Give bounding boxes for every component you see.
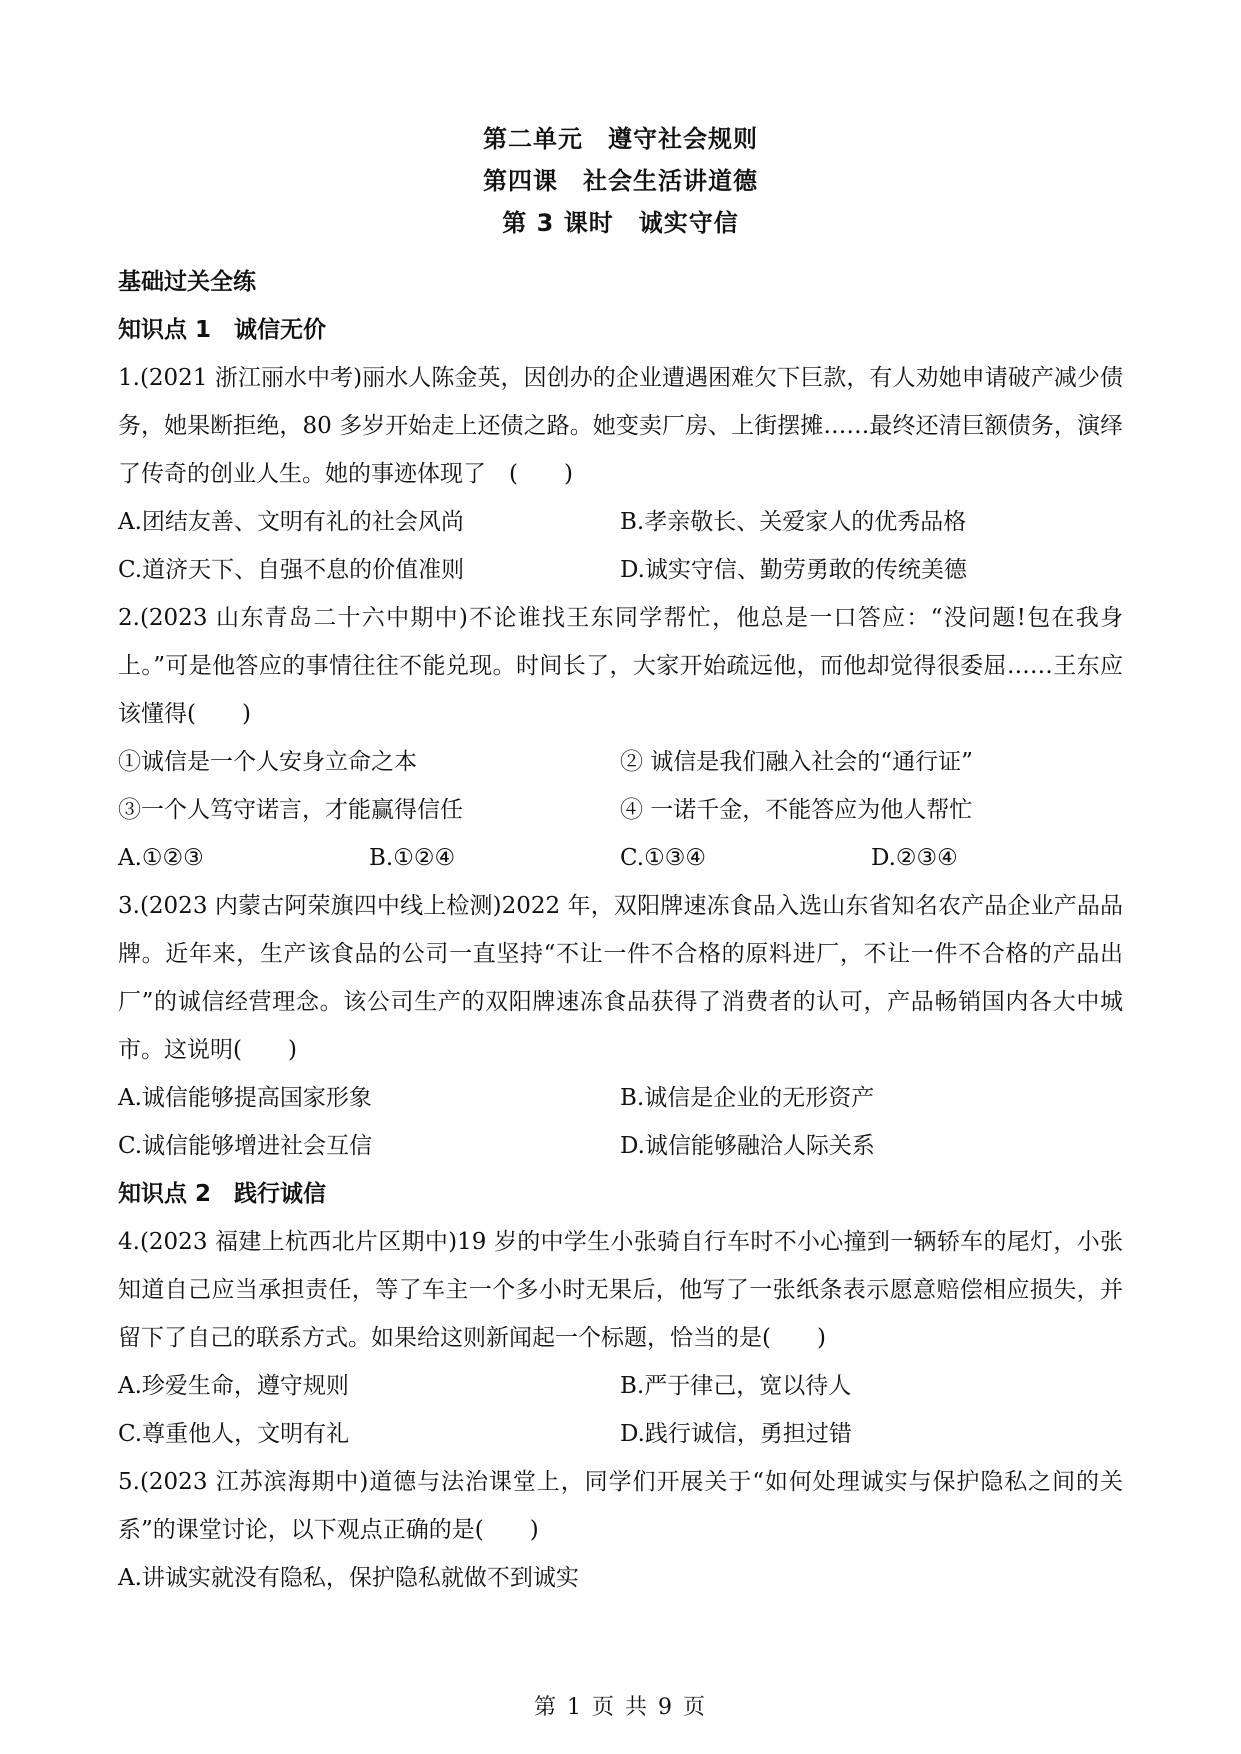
option-b: B.①②④	[369, 845, 456, 871]
statement-2: ② 诚信是我们融入社会的“通行证”	[620, 749, 973, 775]
question-3-options	[118, 1074, 1123, 1122]
option-a: A.诚信能够提高国家形象	[118, 1085, 372, 1111]
statement-3: ③一个人笃守诺言，才能赢得信任	[118, 797, 463, 823]
question-2-statements-row2	[118, 786, 1123, 834]
option-d: D.诚信能够融洽人际关系	[620, 1133, 875, 1159]
option-b: B.诚信是企业的无形资产	[620, 1085, 875, 1111]
option-d: D.诚实守信、勤劳勇敢的传统美德	[620, 557, 967, 583]
option-c: C.①③④	[620, 845, 706, 871]
question-2-options	[118, 834, 1123, 882]
question-3-options-row2	[118, 1122, 1123, 1170]
statement-4: ④ 一诺千金，不能答应为他人帮忙	[620, 797, 973, 823]
question-2-statements	[118, 738, 1123, 786]
statement-1: ①诚信是一个人安身立命之本	[118, 749, 417, 775]
lesson-title: 第四课 社会生活讲道德	[483, 167, 758, 195]
question-3-stem: 3.(2023 内蒙古阿荣旗四中线上检测)2022 年，双阳牌速冻食品入选山东省知名农产品企业产品品牌。近年来，生产该食品的公司一直坚持“不让一件不合格的原料进厂，不让一件不合格的产品出厂”的诚信经营理念。该公司生产的双阳牌速冻食品获得了消费者的认可，产品畅销国内各大中城市。这说明( )	[118, 893, 1123, 1063]
period-title: 第 3 课时 诚实守信	[502, 209, 739, 237]
option-c: C.诚信能够增进社会互信	[118, 1133, 373, 1159]
option-a: A.①②③	[118, 845, 204, 871]
knowledge-point-2: 知识点 2 践行诚信	[118, 1181, 327, 1207]
option-a: A.团结友善、文明有礼的社会风尚	[118, 509, 464, 535]
question-5-stem: 5.(2023 江苏滨海期中)道德与法治课堂上，同学们开展关于“如何处理诚实与保护隐私之间的关系”的课堂讨论，以下观点正确的是( )	[118, 1469, 1123, 1543]
option-d: D.践行诚信，勇担过错	[620, 1421, 852, 1447]
question-4-options	[118, 1362, 1123, 1410]
unit-title: 第二单元 遵守社会规则	[483, 125, 758, 153]
section-title: 基础过关全练	[118, 269, 256, 295]
question-1-stem: 1.(2021 浙江丽水中考)丽水人陈金英，因创办的企业遭遇困难欠下巨款，有人劝她申请破产减少债务，她果断拒绝，80 多岁开始走上还债之路。她变卖厂房、上街摆摊……最终还清巨额债务，演绎了传奇的创业人生。她的事迹体现了 ( )	[118, 365, 1123, 487]
option-d: D.②③④	[871, 845, 958, 871]
title-block	[0, 118, 1241, 244]
option-a: A.珍爱生命，遵守规则	[118, 1373, 349, 1399]
question-4-options-row2	[118, 1410, 1123, 1458]
option-c: C.尊重他人，文明有礼	[118, 1421, 350, 1447]
exercise-content	[118, 258, 1123, 1602]
option-c: C.道济天下、自强不息的价值准则	[118, 557, 465, 583]
question-1-options-row2	[118, 546, 1123, 594]
page-footer: 第 1 页 共 9 页	[534, 1695, 707, 1720]
question-4-stem: 4.(2023 福建上杭西北片区期中)19 岁的中学生小张骑自行车时不小心撞到一辆轿车的尾灯，小张知道自己应当承担责任，等了车主一个多小时无果后，他写了一张纸条表示愿意赔偿相应损失，并留下了自己的联系方式。如果给这则新闻起一个标题，恰当的是( )	[118, 1229, 1123, 1351]
question-1-options	[118, 498, 1123, 546]
question-2-stem: 2.(2023 山东青岛二十六中期中)不论谁找王东同学帮忙，他总是一口答应：“没问题!包在我身上。”可是他答应的事情往往不能兑现。时间长了，大家开始疏远他，而他却觉得很委屈……王东应该懂得( )	[118, 605, 1123, 727]
option-b: B.严于律己，宽以待人	[620, 1373, 852, 1399]
knowledge-point-1: 知识点 1 诚信无价	[118, 317, 327, 343]
option-b: B.孝亲敬长、关爱家人的优秀品格	[620, 509, 967, 535]
question-5-option-a: A.讲诚实就没有隐私，保护隐私就做不到诚实	[118, 1565, 579, 1591]
